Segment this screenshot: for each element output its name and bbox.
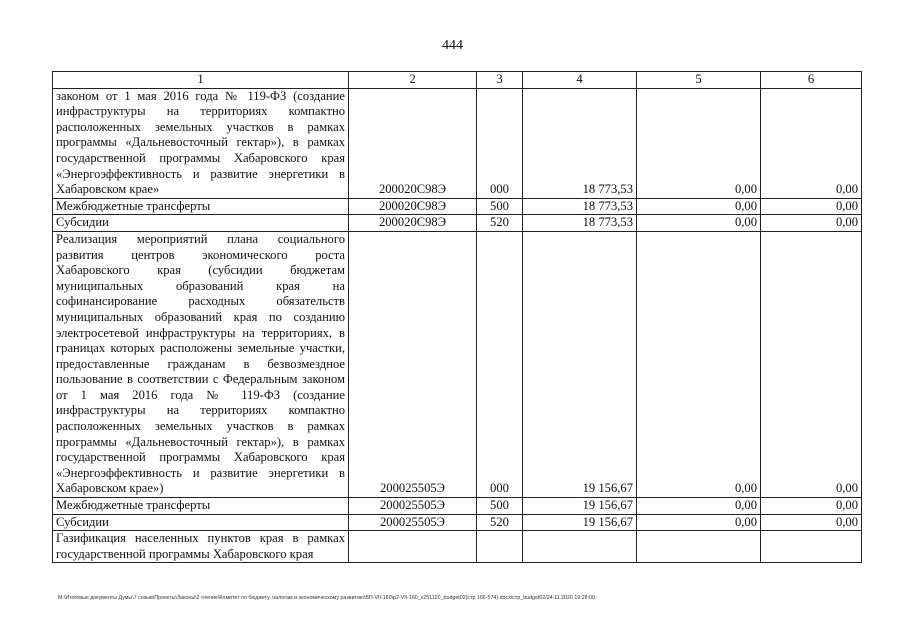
amount-col5: 0,00 xyxy=(637,498,761,515)
column-header: 4 xyxy=(523,72,637,89)
amount-col6: 0,00 xyxy=(761,215,862,232)
amount-col4: 18 773,53 xyxy=(523,88,637,198)
column-header: 1 xyxy=(53,72,349,89)
page-number: 444 xyxy=(442,38,463,53)
amount-col4: 19 156,67 xyxy=(523,231,637,497)
amount-col4: 19 156,67 xyxy=(523,514,637,531)
amount-col6 xyxy=(761,531,862,563)
amount-col5: 0,00 xyxy=(637,88,761,198)
amount-col5: 0,00 xyxy=(637,198,761,215)
column-header: 2 xyxy=(349,72,477,89)
budget-table xyxy=(52,71,862,563)
row-description: Межбюджетные трансферты xyxy=(53,198,349,215)
amount-col5 xyxy=(637,531,761,563)
target-article-code xyxy=(349,531,477,563)
target-article-code: 200025505Э xyxy=(349,498,477,515)
amount-col6: 0,00 xyxy=(761,198,862,215)
row-description: Газификация населенных пунктов края в рамках государственной программы Хабаровского края xyxy=(53,531,349,563)
expense-type-code: 500 xyxy=(477,498,523,515)
amount-col5: 0,00 xyxy=(637,231,761,497)
expense-type-code: 000 xyxy=(477,231,523,497)
amount-col4: 19 156,67 xyxy=(523,498,637,515)
row-description: Субсидии xyxy=(53,215,349,232)
amount-col6: 0,00 xyxy=(761,231,862,497)
amount-col6: 0,00 xyxy=(761,514,862,531)
table-row xyxy=(53,215,862,232)
table-header-row xyxy=(53,72,862,89)
amount-col6: 0,00 xyxy=(761,498,862,515)
expense-type-code: 500 xyxy=(477,198,523,215)
amount-col4: 18 773,53 xyxy=(523,198,637,215)
column-header: 6 xyxy=(761,72,862,89)
amount-col4 xyxy=(523,531,637,563)
table-row xyxy=(53,531,862,563)
target-article-code: 200020С98Э xyxy=(349,88,477,198)
target-article-code: 200025505Э xyxy=(349,514,477,531)
expense-type-code: 520 xyxy=(477,514,523,531)
row-description: Реализация мероприятий плана социального развития центров экономического роста Хабаровского края (субсидии бюджетам муниципальных образований края на софинансирование расходных обязательств муниципальных образований края по созданию электросетевой инфраструктуры на территориях, в границах которых расположены земельные участки, предоставленные гражданам в безвозмездное пользование в соответствии с Федеральным законом от 1 мая 2016 года № 119-ФЗ (создание инфраструктуры на территориях компактно расположенных земельных участков в рамках программы «Дальневосточный гектар»), в рамках государственной программы Хабаровского края «Энергоэффективность и развитие энергетики в Хабаровском крае») xyxy=(53,231,349,497)
document-path-footer: M:\Итоговые документы Думы\7 созыв\Проекты\Законы\2 чтение\Комитет по бюджету, налогам и экономическому развитию\ВП-VII-160\р2-VII-160_v251120_budget02(стр 166-574).docx/стр_budget02/24.11.2020 19:28:00 xyxy=(58,595,595,601)
column-header: 5 xyxy=(637,72,761,89)
amount-col6: 0,00 xyxy=(761,88,862,198)
target-article-code: 200025505Э xyxy=(349,231,477,497)
column-header: 3 xyxy=(477,72,523,89)
table-row xyxy=(53,198,862,215)
amount-col5: 0,00 xyxy=(637,514,761,531)
target-article-code: 200020С98Э xyxy=(349,198,477,215)
expense-type-code: 520 xyxy=(477,215,523,232)
expense-type-code: 000 xyxy=(477,88,523,198)
row-description: Межбюджетные трансферты xyxy=(53,498,349,515)
expense-type-code xyxy=(477,531,523,563)
row-description: Субсидии xyxy=(53,514,349,531)
table-row xyxy=(53,514,862,531)
row-description: законом от 1 мая 2016 года № 119-ФЗ (создание инфраструктуры на территориях компактно расположенных земельных участков в рамках программы «Дальневосточный гектар»), в рамках государственной программы Хабаровского края «Энергоэффективность и развитие энергетики в Хабаровском крае» xyxy=(53,88,349,198)
table-row xyxy=(53,231,862,497)
amount-col5: 0,00 xyxy=(637,215,761,232)
table-row xyxy=(53,498,862,515)
table-row xyxy=(53,88,862,198)
amount-col4: 18 773,53 xyxy=(523,215,637,232)
target-article-code: 200020С98Э xyxy=(349,215,477,232)
